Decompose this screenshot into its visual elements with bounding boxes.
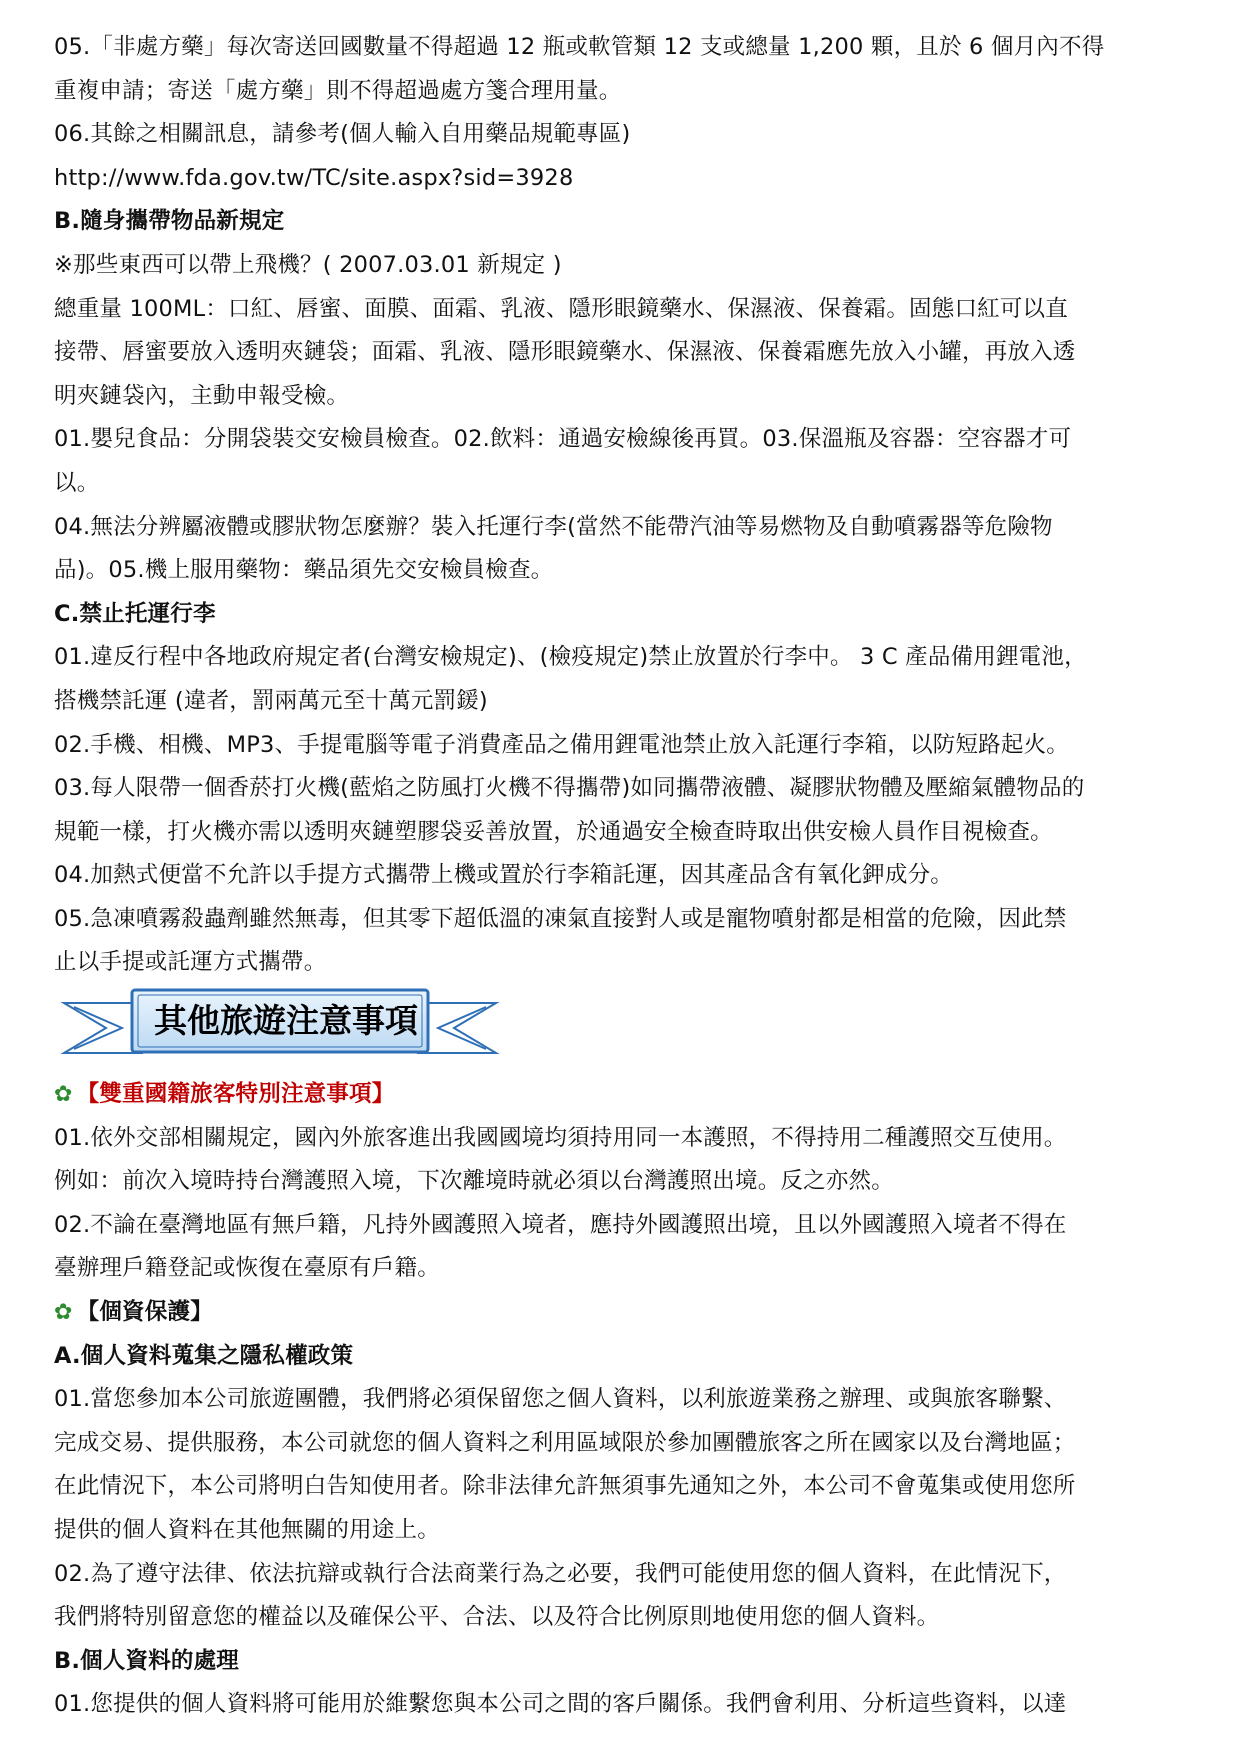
text-line: 03.每人限帶一個香菸打火機(藍焰之防風打火機不得攜帶)如同攜帶液體、凝膠狀物體及壓縮氣體物品的 (54, 775, 1085, 802)
text-line: 06.其餘之相關訊息，請參考(個人輸入自用藥品規範專區) (54, 121, 631, 148)
text-line: 05.急凍噴霧殺蟲劑雖然無毒，但其零下超低溫的凍氣直接對人或是寵物噴射都是相當的危險，因此禁 (54, 905, 1067, 932)
ribbon-banner (60, 987, 500, 1073)
section-b-heading: B.隨身攜帶物品新規定 (54, 208, 285, 235)
privacy-b-heading: B.個人資料的處理 (54, 1647, 239, 1674)
text-line: 01.當您參加本公司旅遊團體，我們將必須保留您之個人資料，以利旅遊業務之辦理、或與旅客聯繫、 (54, 1386, 1067, 1413)
flower-icon: ✿ (54, 1300, 73, 1326)
text-line: 在此情況下，本公司將明白告知使用者。除非法律允許無須事先通知之外，本公司不會蒐集或使用您所 (54, 1473, 1076, 1500)
text-line: 止以手提或託運方式攜帶。 (54, 949, 327, 976)
privacy-b-body (54, 1683, 1184, 1727)
text-line: 02.手機、相機、MP3、手提電腦等電子消費產品之備用鋰電池禁止放入託運行李箱，以防短路起火。 (54, 731, 1069, 758)
text-line: 臺辦理戶籍登記或恢復在臺原有戶籍。 (54, 1255, 440, 1282)
text-line: 總重量 100ML：口紅、唇蜜、面膜、面霜、乳液、隱形眼鏡藥水、保濕液、保養霜。固態口紅可以直 (54, 295, 1068, 322)
text-line: 例如：前次入境時持台灣護照入境，下次離境時就必須以台灣護照出境。反之亦然。 (54, 1168, 894, 1195)
text-line: 04.加熱式便當不允許以手提方式攜帶上機或置於行李箱託運，因其產品含有氧化鉀成分。 (54, 862, 953, 889)
text-line: 01.您提供的個人資料將可能用於維繫您與本公司之間的客戶關係。我們會利用、分析這些資料，以達 (54, 1691, 1067, 1718)
text-line: 01.違反行程中各地政府規定者(台灣安檢規定)、(檢疫規定)禁止放置於行李中。 3 C 產品備用鋰電池， (54, 644, 1087, 671)
text-line: 以。 (54, 469, 100, 496)
text-line: 我們將特別留意您的權益以及確保公平、合法、以及符合比例原則地使用您的個人資料。 (54, 1604, 940, 1631)
section-b-body (54, 244, 1184, 593)
heading-text: 【雙重國籍旅客特別注意事項】 (76, 1081, 395, 1108)
section-c-body (54, 636, 1184, 985)
dual-nationality-body (54, 1117, 1184, 1291)
text-line: 04.無法分辨屬液體或膠狀物怎麼辦？裝入托運行李(當然不能帶汽油等易燃物及自動噴霧器等危險物 (54, 513, 1053, 540)
text-line: 品)。05.機上服用藥物：藥品須先交安檢員檢查。 (54, 557, 554, 584)
text-line: 完成交易、提供服務，本公司就您的個人資料之利用區域限於參加團體旅客之所在國家以及台灣地區； (54, 1429, 1076, 1456)
privacy-a-body (54, 1378, 1184, 1640)
heading-text: 【個資保護】 (76, 1299, 213, 1326)
text-line: 重複申請；寄送「處方藥」則不得超過處方箋合理用量。 (54, 77, 622, 104)
flower-icon: ✿ (54, 1082, 73, 1108)
text-line: 01.依外交部相關規定，國內外旅客進出我國國境均須持用同一本護照，不得持用二種護照交互使用。 (54, 1124, 1067, 1151)
text-line: 規範一樣，打火機亦需以透明夾鏈塑膠袋妥善放置，於通過安全檢查時取出供安檢人員作目視檢查。 (54, 818, 1053, 845)
text-line: 05.「非處方藥」每次寄送回國數量不得超過 12 瓶或軟管類 12 支或總量 1,200 顆，且於 6 個月內不得 (54, 34, 1105, 60)
text-line: 02.不論在臺灣地區有無戶籍，凡持外國護照入境者，應持外國護照出境，且以外國護照入境者不得在 (54, 1211, 1067, 1238)
text-line: 搭機禁託運 (違者，罰兩萬元至十萬元罰鍰) (54, 687, 488, 714)
section-c-heading: C.禁止托運行李 (54, 600, 216, 627)
privacy-a-heading: A.個人資料蒐集之隱私權政策 (54, 1342, 354, 1369)
dual-nationality-heading (54, 1073, 1184, 1117)
text-line: ※那些東西可以帶上飛機？( 2007.03.01 新規定 ) (54, 251, 562, 278)
text-line: 01.嬰兒食品：分開袋裝交安檢員檢查。02.飲料：通過安檢線後再買。03.保溫瓶及容器：空容器才可 (54, 426, 1072, 453)
banner-title: 其他旅遊注意事項 (154, 1001, 418, 1041)
text-line: 提供的個人資料在其他無關的用途上。 (54, 1517, 440, 1543)
text-line: 接帶、唇蜜要放入透明夾鏈袋；面霜、乳液、隱形眼鏡藥水、保濕液、保養霜應先放入小罐，再放入透 (54, 339, 1076, 366)
privacy-heading (54, 1291, 1184, 1335)
fda-link[interactable]: http://www.fda.gov.tw/TC/site.aspx?sid=3928 (54, 164, 574, 191)
document-page (54, 26, 1184, 1727)
text-line: 02.為了遵守法律、依法抗辯或執行合法商業行為之必要，我們可能使用您的個人資料，在此情況下， (54, 1560, 1067, 1587)
top-lines (54, 26, 1184, 200)
text-line: 明夾鏈袋內，主動申報受檢。 (54, 382, 350, 409)
